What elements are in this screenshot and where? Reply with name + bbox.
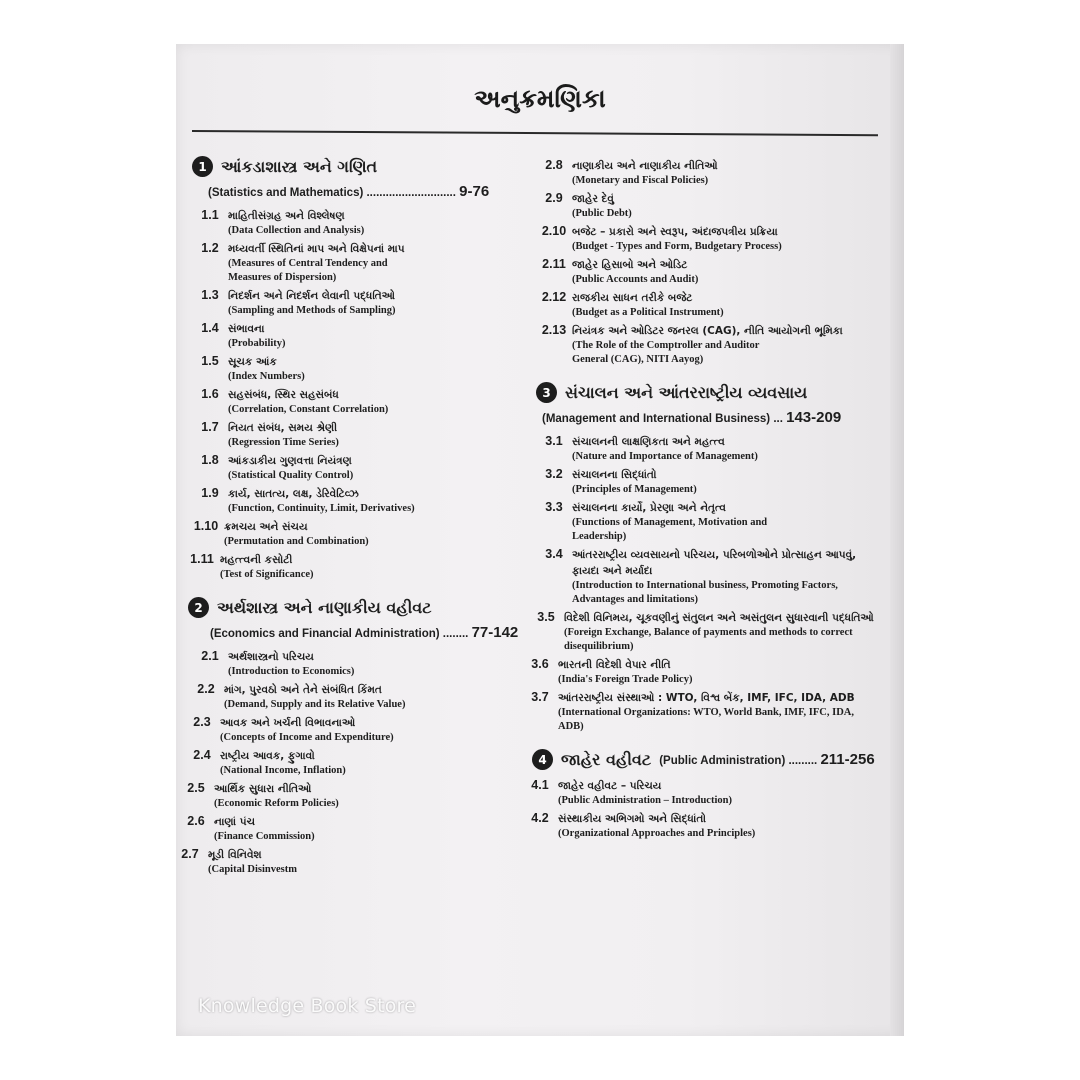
entry-number: 1.1 xyxy=(201,208,219,222)
entry-title-en: (Monetary and Fiscal Policies) xyxy=(572,175,709,186)
entry-number: 3.2 xyxy=(545,467,563,481)
entry-number: 1.4 xyxy=(201,321,219,335)
entry-title-en: (Introduction to International business, Promoting Factors, Advantages and limitations) xyxy=(572,580,838,605)
entry-title-en: (Foreign Exchange, Balance of payments and methods to correct disequilibrium) xyxy=(564,627,853,652)
toc-entry xyxy=(178,781,532,811)
entry-title-en: (Data Collection and Analysis) xyxy=(228,225,365,236)
section-number-badge: 4 xyxy=(532,749,553,770)
toc-entry xyxy=(536,467,876,497)
entry-title-en: (Sampling and Methods of Sampling) xyxy=(228,305,396,316)
entry-number: 3.5 xyxy=(537,610,555,624)
toc-entry xyxy=(192,453,532,483)
section-title-gu: સંચાલન અને આંતરરાષ્ટ્રીય વ્યવસાય xyxy=(565,382,808,402)
section-pages: 143-209 xyxy=(786,409,842,426)
entry-title-gu: બજેટ – પ્રકારો અને સ્વરૂપ, અંદાજપત્રીય પ્રક્રિયા xyxy=(572,226,778,238)
entry-title-en: (Introduction to Economics) xyxy=(228,666,355,677)
entry-number: 2.11 xyxy=(542,257,566,271)
toc-entry xyxy=(536,224,876,254)
toc-entry xyxy=(192,288,532,318)
store-watermark: Knowledge Book Store xyxy=(198,995,417,1017)
entry-title-gu: આર્થિક સુધારા નીતિઓ xyxy=(214,783,312,795)
entry-number: 1.7 xyxy=(201,420,219,434)
section-title-en: (Management and International Business) ... xyxy=(542,413,783,425)
book-page-photo xyxy=(176,44,904,1036)
entry-title-en: (Budget - Types and Form, Budgetary Process) xyxy=(572,241,782,252)
entry-title-gu: વિદેશી વિનિમય, ચૂકવણીનું સંતુલન અને અસંતુલન સુધારવાની પદ્ધતિઓ xyxy=(564,612,874,624)
section-2-subtitle xyxy=(210,624,532,641)
toc-entry xyxy=(536,191,876,221)
section-3-heading xyxy=(536,382,876,403)
section-pages: 9-76 xyxy=(459,183,490,200)
toc-entry xyxy=(178,814,532,844)
entry-title-en: (Function, Continuity, Limit, Derivatives) xyxy=(228,503,415,514)
entry-title-en: (Demand, Supply and its Relative Value) xyxy=(224,699,406,710)
entry-title-gu: મહત્ત્વની કસોટી xyxy=(220,554,293,566)
entry-number: 3.7 xyxy=(531,690,549,704)
entry-title-en: (Index Numbers) xyxy=(228,371,305,382)
toc-entry xyxy=(522,811,876,841)
entry-title-gu: સંચાલનની લાક્ષણિકતા અને મહત્ત્વ xyxy=(572,436,725,448)
entry-title-gu: જાહેર વહીવટ – પરિચય xyxy=(558,780,662,792)
toc-entry xyxy=(536,257,876,287)
entry-number: 1.6 xyxy=(201,387,219,401)
entry-title-en: (Concepts of Income and Expenditure) xyxy=(220,732,394,743)
section-2-heading xyxy=(188,597,532,618)
entry-title-en: (Regression Time Series) xyxy=(228,437,339,448)
toc-entry xyxy=(176,847,532,877)
toc-entry xyxy=(536,323,876,367)
entry-number: 2.9 xyxy=(545,191,563,205)
entry-title-gu: નિયંત્રક અને ઓડિટર જનરલ (CAG), નીતિ આયોગની ભૂમિકા xyxy=(572,325,843,337)
section-pages: 211-256 xyxy=(820,751,875,768)
toc-entry xyxy=(192,321,532,351)
entry-title-gu: સંચાલનના સિદ્ધાંતો xyxy=(572,469,657,481)
entry-title-en: (Economic Reform Policies) xyxy=(214,798,339,809)
section-1-heading xyxy=(192,156,532,177)
entry-title-gu: નિદર્શન અને નિદર્શન લેવાની પદ્ધતિઓ xyxy=(228,290,396,302)
entry-title-en: (Budget as a Political Instrument) xyxy=(572,307,724,318)
entry-title-gu: ભારતની વિદેશી વેપાર નીતિ xyxy=(558,659,671,671)
entry-number: 2.8 xyxy=(545,158,563,172)
entry-title-gu: જાહેર દેવું xyxy=(572,193,614,205)
entry-number: 1.8 xyxy=(201,453,219,467)
section-pages: 77-142 xyxy=(471,624,519,641)
entry-number: 2.6 xyxy=(187,814,205,828)
entry-number: 1.10 xyxy=(193,519,219,533)
entry-title-en: (Probability) xyxy=(228,338,286,349)
entry-title-en: (Statistical Quality Control) xyxy=(228,470,354,481)
entry-title-gu: આંકડાકીય ગુણવત્તા નિયંત્રણ xyxy=(228,455,352,467)
entry-title-gu: ક્રમચય અને સંચય xyxy=(224,521,308,533)
entry-number: 1.5 xyxy=(201,354,219,368)
section-title-gu: અર્થશાસ્ત્ર અને નાણાકીય વહીવટ xyxy=(217,597,432,617)
section-1-subtitle xyxy=(208,183,532,200)
toc-entry xyxy=(536,434,876,464)
entry-title-gu: સંભાવના xyxy=(228,323,265,335)
toc-left-column xyxy=(181,156,532,880)
entry-title-gu: સૂચક આંક xyxy=(228,356,277,368)
entry-number: 2.13 xyxy=(541,323,567,337)
toc-entry xyxy=(536,290,876,320)
toc-entry xyxy=(536,500,876,544)
entry-number: 2.2 xyxy=(197,682,215,696)
entry-title-en: (India's Foreign Trade Policy) xyxy=(558,674,693,685)
section-4-heading xyxy=(532,749,876,770)
toc-entry xyxy=(522,690,876,734)
entry-title-en: (Organizational Approaches and Principles) xyxy=(558,828,756,839)
section-3-subtitle xyxy=(542,409,876,426)
toc-entry xyxy=(522,778,876,808)
page-title: અનુક્રમણિકા xyxy=(474,84,606,113)
entry-title-en: (Correlation, Constant Correlation) xyxy=(228,404,389,415)
entry-title-gu: આવક અને ખર્ચની વિભાવનાઓ xyxy=(220,717,356,729)
entry-title-en: (Finance Commission) xyxy=(214,831,315,842)
entry-title-en: (Capital Disinvestm xyxy=(208,864,297,875)
toc-entry xyxy=(184,715,532,745)
entry-number: 1.11 xyxy=(190,552,214,566)
entry-number: 4.1 xyxy=(531,778,549,792)
toc-entry xyxy=(528,610,876,654)
entry-number: 2.12 xyxy=(541,290,567,304)
entry-title-en: (National Income, Inflation) xyxy=(220,765,346,776)
entry-number: 3.3 xyxy=(545,500,563,514)
entry-title-en: (Permutation and Combination) xyxy=(224,536,369,547)
entry-number: 3.1 xyxy=(545,434,563,448)
entry-number: 3.4 xyxy=(545,547,563,561)
entry-number: 1.9 xyxy=(201,486,219,500)
section-title-en: (Statistics and Mathematics) ............................ xyxy=(208,187,456,199)
entry-title-gu: આંતરરાષ્ટ્રીય વ્યવસાયનો પરિચય, પરિબળોઓને પ્રોત્સાહન આપવું, ફાયદા અને મર્યાદા xyxy=(572,549,857,577)
entry-title-gu: માંગ, પુરવઠો અને તેને સંબંધિત કિંમત xyxy=(224,684,382,696)
section-title-en: (Economics and Financial Administration) ........ xyxy=(210,628,469,640)
section-4-subtitle xyxy=(659,751,874,768)
section-title-en: (Public Administration) ......... xyxy=(659,755,818,767)
toc-entry xyxy=(522,657,876,687)
toc-entry xyxy=(184,748,532,778)
section-number-badge: 2 xyxy=(188,597,209,618)
toc-entry xyxy=(192,354,532,384)
entry-title-gu: સંસ્થાકીય અભિગમો અને સિદ્ધાંતો xyxy=(558,813,706,825)
toc-entry xyxy=(188,682,532,712)
toc-entry xyxy=(192,649,532,679)
toc-entry xyxy=(192,208,532,238)
section-number-badge: 3 xyxy=(536,382,557,403)
entry-title-gu: માહિતીસંગ્રહ અને વિશ્લેષણ xyxy=(228,210,345,222)
entry-title-en: (Public Debt) xyxy=(572,208,632,219)
toc-entry xyxy=(192,420,532,450)
entry-title-gu: જાહેર હિસાબો અને ઓડિટ xyxy=(572,259,688,271)
entry-title-gu: નાણાકીય અને નાણાકીય નીતિઓ xyxy=(572,160,718,172)
entry-title-en: (Test of Significance) xyxy=(220,569,314,580)
entry-title-en: (The Role of the Comptroller and Auditor General (CAG), NITI Aayog) xyxy=(572,340,760,365)
page-edge xyxy=(890,44,904,1036)
entry-number: 2.1 xyxy=(201,649,219,663)
entry-title-en: (Principles of Management) xyxy=(572,484,697,495)
entry-title-gu: મૂડી વિનિવેશ xyxy=(208,849,262,861)
entry-number: 3.6 xyxy=(531,657,549,671)
entry-title-gu: આંતરરાષ્ટ્રીય સંસ્થાઓ : WTO, વિશ્વ બેંક, IMF, IFC, IDA, ADB xyxy=(558,692,855,704)
entry-title-en: (Functions of Management, Motivation and Leadership) xyxy=(572,517,768,542)
entry-title-gu: નાણાં પંચ xyxy=(214,816,255,828)
entry-title-gu: સંચાલનના કાર્યો, પ્રેરણા અને નેતૃત્વ xyxy=(572,502,726,514)
title-divider xyxy=(192,130,878,136)
entry-title-gu: રાજકીય સાધન તરીકે બજેટ xyxy=(572,292,693,304)
entry-title-gu: અર્થશાસ્ત્રનો પરિચય xyxy=(228,651,314,663)
entry-title-gu: રાષ્ટ્રીય આવક, ફુગાવો xyxy=(220,750,315,762)
toc-entry xyxy=(192,387,532,417)
entry-title-gu: નિયત સંબંધ, સમય શ્રેણી xyxy=(228,422,338,434)
entry-title-en: (International Organizations: WTO, World Bank, IMF, IFC, IDA, ADB) xyxy=(558,707,854,732)
toc-entry xyxy=(536,547,876,607)
entry-title-en: (Public Accounts and Audit) xyxy=(572,274,699,285)
entry-number: 2.3 xyxy=(193,715,211,729)
entry-title-gu: મધ્યવર્તી સ્થિતિનાં માપ અને વિક્ષેપનાં માપ xyxy=(228,243,405,255)
entry-number: 2.4 xyxy=(193,748,211,762)
entry-title-gu: સહસંબંધ, સ્થિર સહસંબંધ xyxy=(228,389,339,401)
entry-number: 1.3 xyxy=(201,288,219,302)
entry-number: 1.2 xyxy=(201,241,219,255)
toc-right-column xyxy=(531,158,876,844)
toc-entry xyxy=(192,241,532,285)
entry-number: 4.2 xyxy=(531,811,549,825)
entry-number: 2.10 xyxy=(541,224,567,238)
toc-entry xyxy=(192,486,532,516)
section-number-badge: 1 xyxy=(192,156,213,177)
entry-title-en: (Nature and Importance of Management) xyxy=(572,451,758,462)
toc-entry xyxy=(188,519,532,549)
toc-entry xyxy=(184,552,532,582)
entry-number: 2.5 xyxy=(187,781,205,795)
entry-number: 2.7 xyxy=(181,847,199,861)
entry-title-gu: કાર્ય, સાતત્ય, લક્ષ, ડેરિવેટિવ્ઝ xyxy=(228,488,359,500)
section-title-gu: જાહેર વહીવટ xyxy=(561,749,652,769)
entry-title-en: (Public Administration – Introduction) xyxy=(558,795,732,806)
section-title-gu: આંકડાશાસ્ત્ર અને ગણિત xyxy=(221,156,378,176)
toc-entry xyxy=(536,158,876,188)
entry-title-en: (Measures of Central Tendency and Measures of Dispersion) xyxy=(228,258,388,283)
